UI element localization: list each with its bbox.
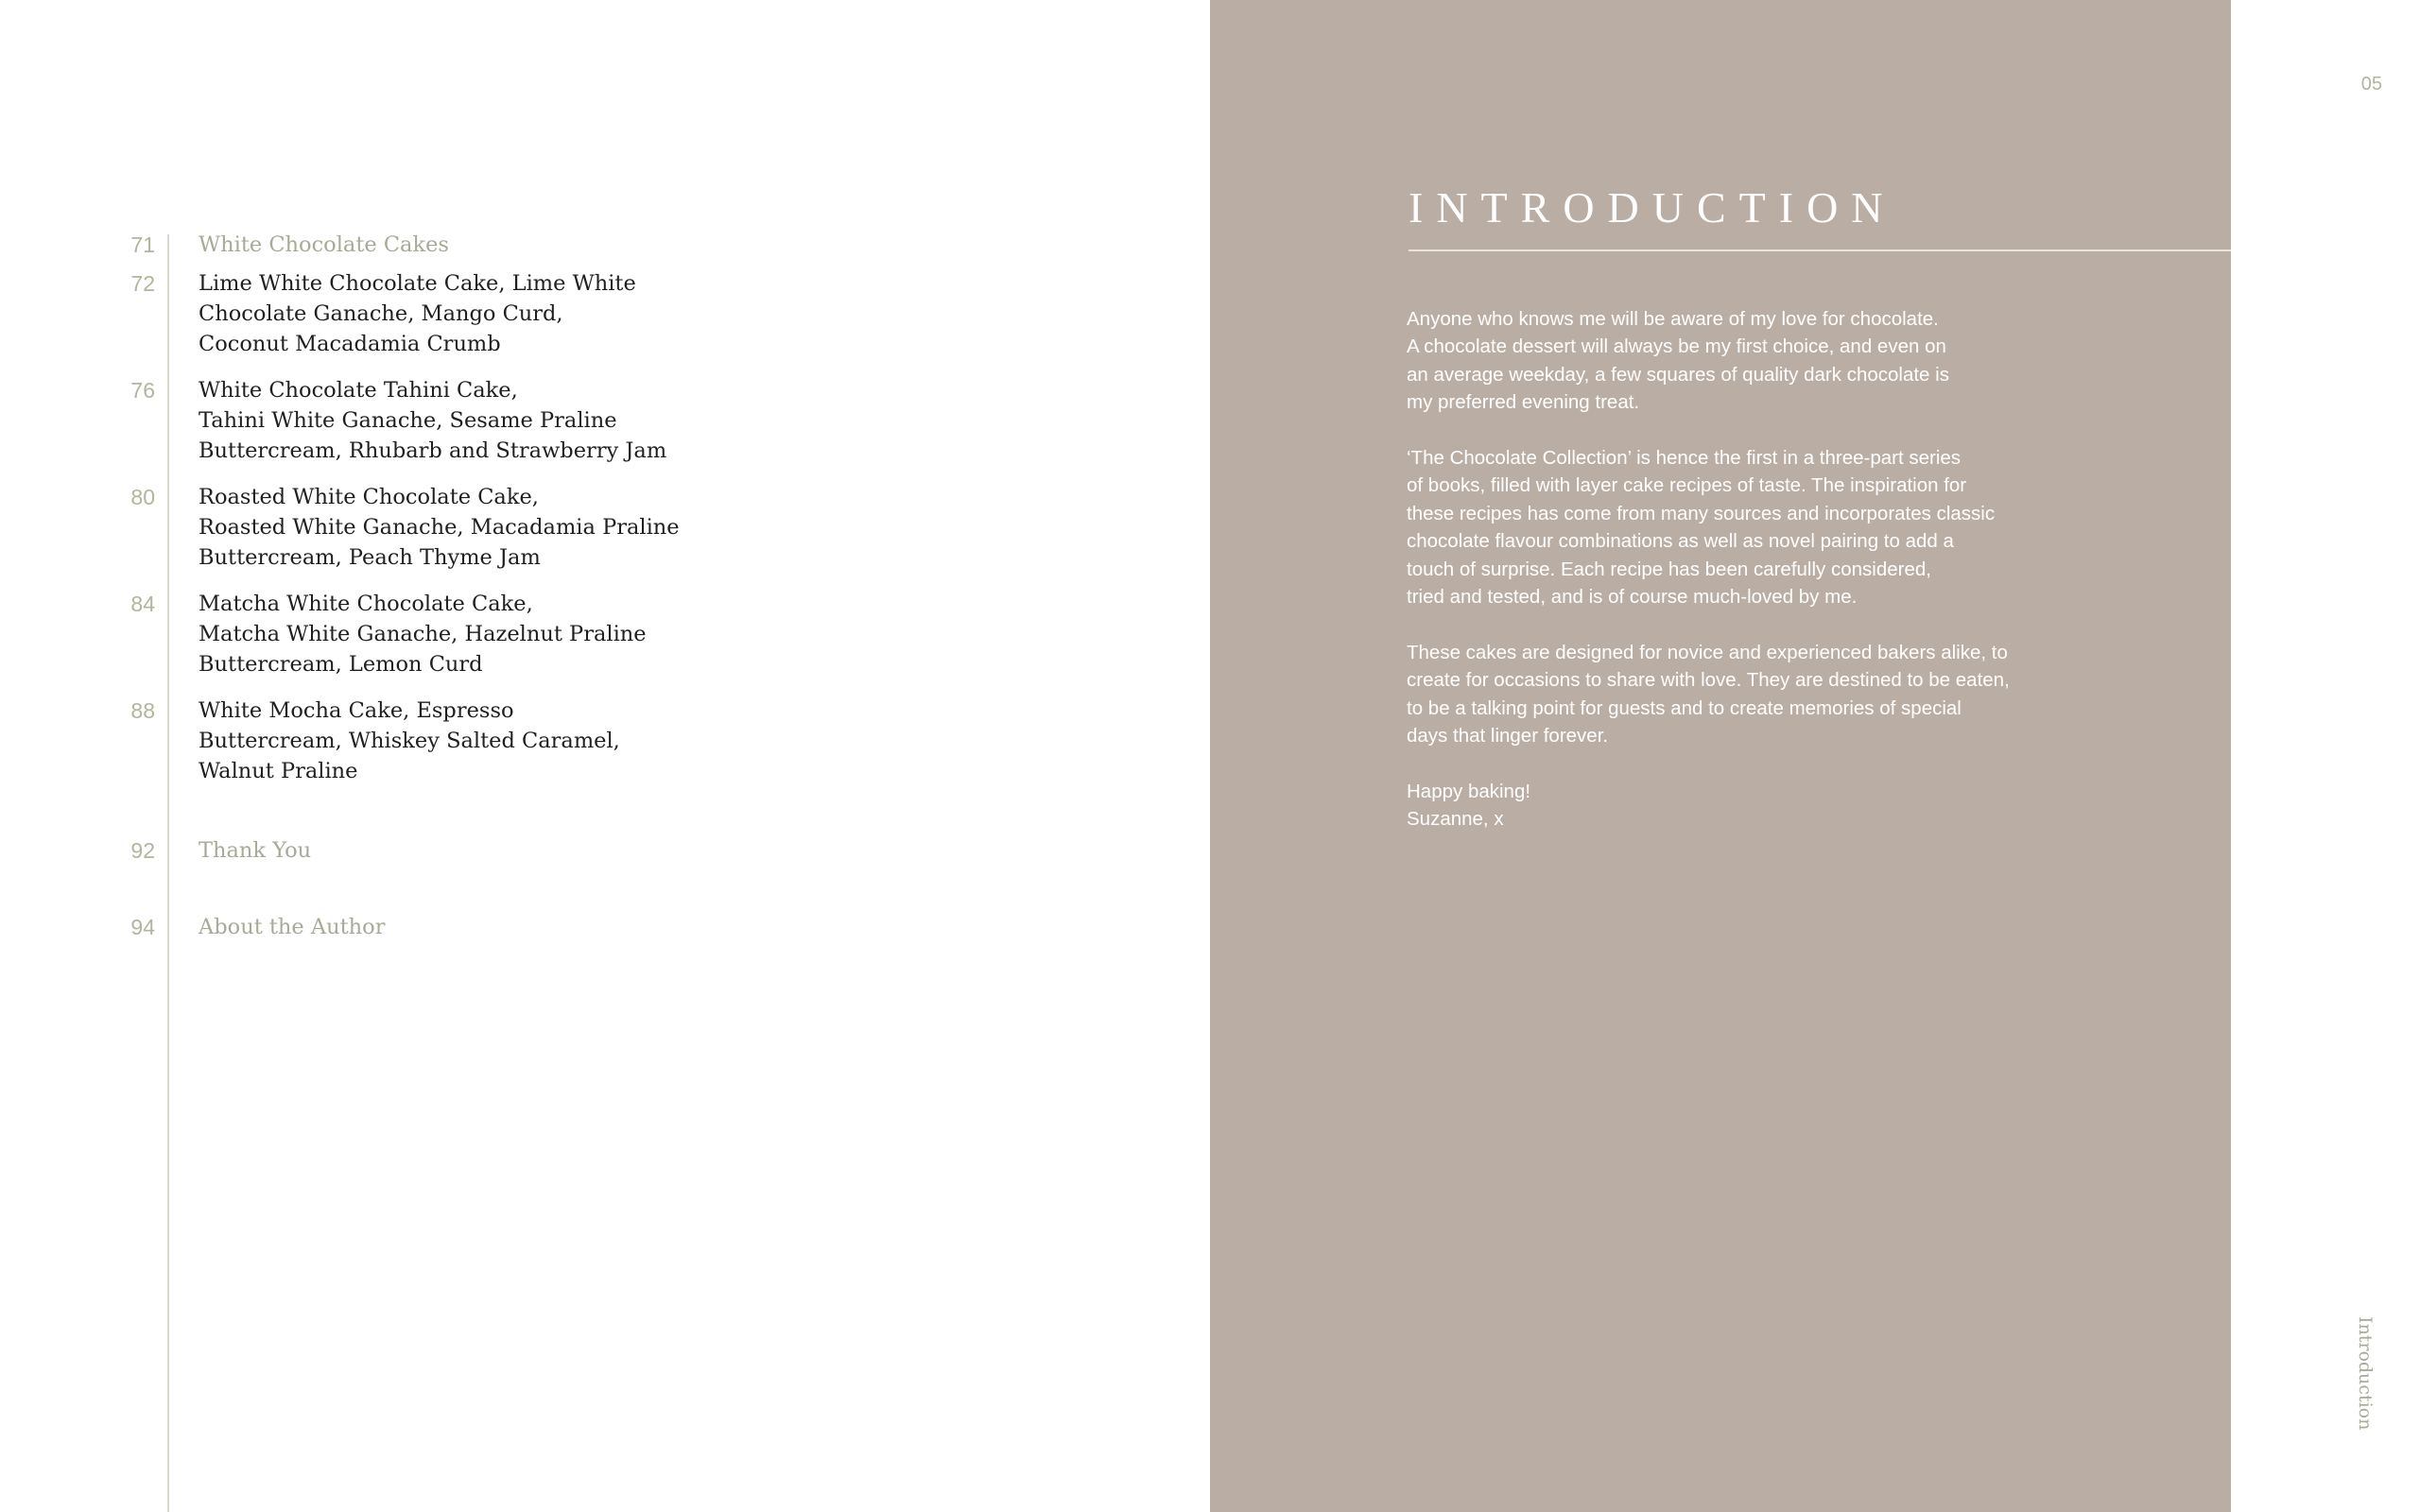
intro-line: to be a talking point for guests and to create memories of special (1407, 696, 1962, 719)
toc-recipe-title (199, 268, 955, 359)
intro-line: these recipes has come from many sources and incorporates classic (1407, 502, 1996, 524)
intro-line: ‘The Chocolate Collection’ is hence the first in a three-part series (1407, 447, 1962, 470)
intro-line: Happy baking! (1407, 780, 1531, 802)
introduction-body (1407, 305, 2125, 861)
intro-line: create for occasions to share with love. They are destined to be eaten, (1407, 669, 2010, 692)
toc-page-number: 88 (130, 698, 155, 723)
toc-title-line: White Mocha Cake, Espresso (199, 698, 514, 723)
toc-title-line: Buttercream, Whiskey Salted Caramel, (199, 729, 620, 753)
toc-page-number: 72 (130, 271, 155, 296)
toc-title-line: About the Author (199, 915, 386, 939)
toc-page-number: 71 (130, 232, 155, 257)
intro-line: chocolate flavour combinations as well as novel pairing to add a (1407, 530, 1954, 553)
toc-title-line: Buttercream, Peach Thyme Jam (199, 545, 541, 570)
intro-line: These cakes are designed for novice and experienced bakers alike, to (1407, 641, 2008, 663)
introduction-heading: INTRODUCTION (1409, 183, 1896, 232)
toc-title-line: Lime White Chocolate Cake, Lime White (199, 271, 636, 296)
intro-line: an average weekday, a few squares of quality dark chocolate is (1407, 363, 1949, 386)
toc-title-line: Walnut Praline (199, 759, 358, 783)
table-of-contents (0, 0, 1134, 1512)
toc-title-line: White Chocolate Tahini Cake, (199, 378, 518, 403)
intro-line: of books, filled with layer cake recipes of taste. The inspiration for (1407, 474, 1967, 497)
toc-recipe-title (199, 696, 955, 786)
toc-page-number: 92 (130, 838, 155, 863)
intro-line: my preferred evening treat. (1407, 391, 1640, 414)
intro-line: tried and tested, and is of course much-loved by me. (1407, 586, 1858, 609)
toc-title-line: Roasted White Ganache, Macadamia Praline (199, 515, 680, 540)
intro-paragraph (1407, 444, 2125, 610)
toc-page-number: 80 (130, 485, 155, 509)
intro-line: A chocolate dessert will always be my first choice, and even on (1407, 335, 1946, 358)
toc-recipe-title (199, 375, 955, 466)
toc-title-line: Matcha White Chocolate Cake, (199, 592, 533, 616)
toc-section-title (199, 912, 955, 942)
page-number: 05 (2360, 74, 2382, 94)
toc-title-line: Coconut Macadamia Crumb (199, 332, 501, 356)
toc-title-line: Thank You (199, 838, 312, 863)
toc-page-number: 76 (130, 378, 155, 403)
intro-line: days that linger forever. (1407, 725, 1609, 747)
intro-line: Anyone who knows me will be aware of my love for chocolate. (1407, 308, 1939, 330)
intro-paragraph (1407, 305, 2125, 417)
toc-section-title (199, 230, 955, 260)
toc-title-line: Chocolate Ganache, Mango Curd, (199, 301, 563, 326)
section-side-label: Introduction (2355, 1316, 2376, 1431)
intro-signoff (1407, 778, 2125, 833)
heading-rule (1409, 249, 2231, 251)
toc-title-line: Tahini White Ganache, Sesame Praline (199, 408, 617, 433)
toc-page-number: 84 (130, 592, 155, 616)
intro-line: touch of surprise. Each recipe has been carefully considered, (1407, 558, 1931, 580)
toc-recipe-title (199, 482, 955, 573)
toc-section-title (199, 835, 955, 866)
toc-recipe-title (199, 589, 955, 679)
toc-title-line: Buttercream, Rhubarb and Strawberry Jam (199, 438, 667, 463)
intro-line: Suzanne, x (1407, 808, 1504, 831)
toc-title-line: Matcha White Ganache, Hazelnut Praline (199, 622, 647, 646)
toc-page-number: 94 (130, 915, 155, 939)
toc-title-line: Roasted White Chocolate Cake, (199, 485, 539, 509)
toc-title-line: Buttercream, Lemon Curd (199, 652, 483, 677)
toc-title-line: White Chocolate Cakes (199, 232, 449, 257)
intro-paragraph (1407, 639, 2125, 750)
